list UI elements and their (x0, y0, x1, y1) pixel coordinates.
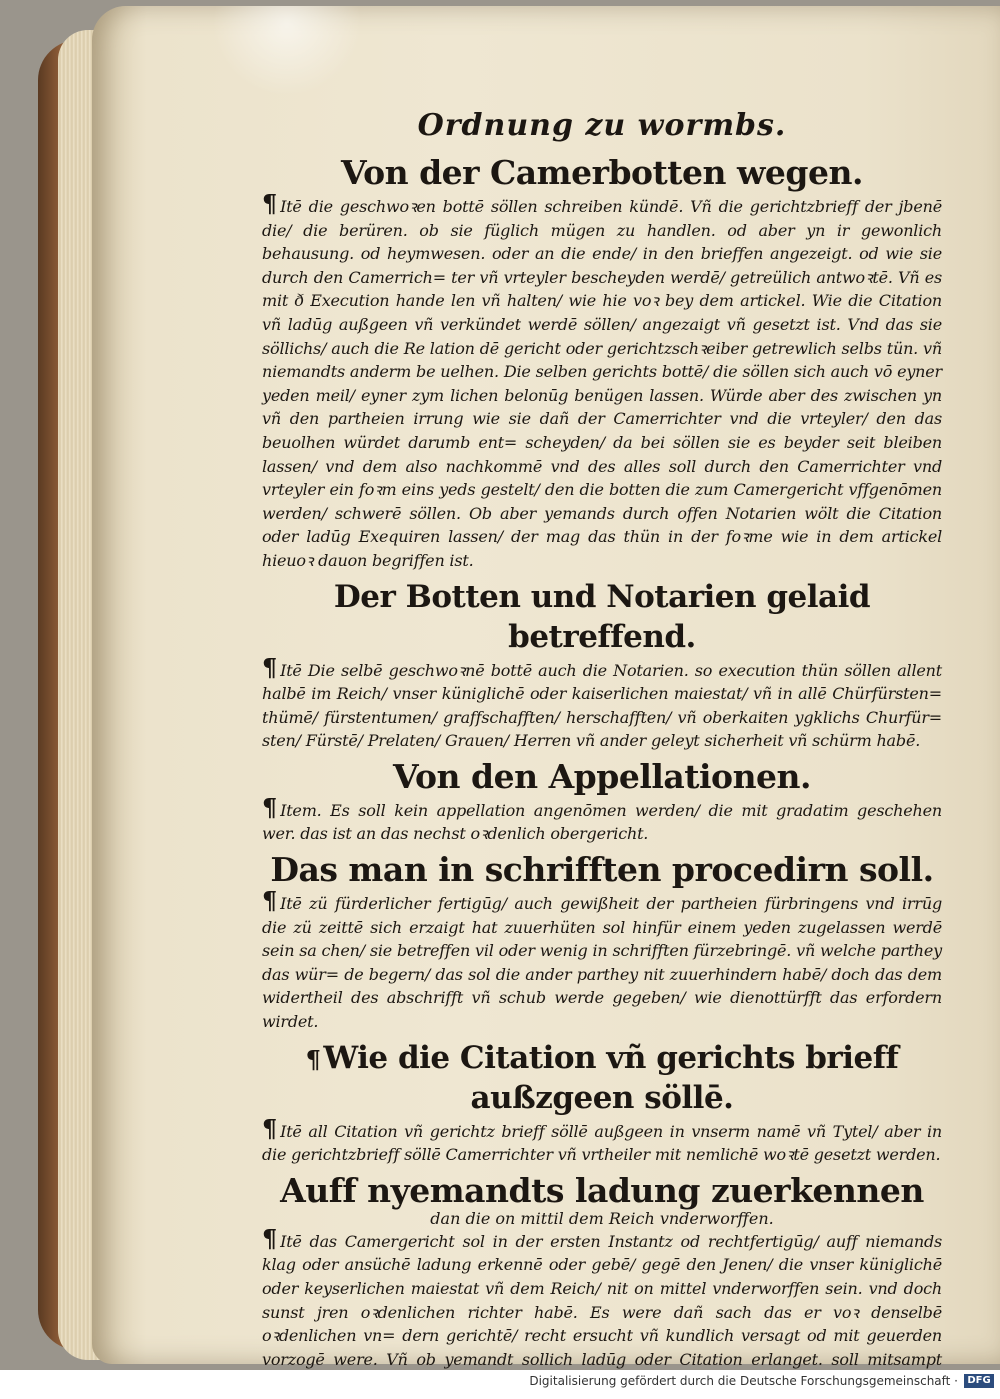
section-heading: ¶Wie die Citation vñ gerichts brieff außzgeen söllē. (305, 1039, 899, 1116)
section (262, 1171, 942, 1395)
dfg-logo-icon[interactable]: DFG (964, 1374, 994, 1388)
section-heading: Von der Camerbotten wegen. (341, 153, 863, 192)
section (262, 850, 942, 1034)
pilcrow-icon: ¶ (262, 652, 278, 682)
section-paragraph: ¶ Itē zü fürderlicher fertigūg/ auch gewißheit der partheien fürbringens vnd irrūg die zü zeittē sich erzaigt hat zuuerhüten sol hinfür einem yeden zugelassen werdē sein sa chen/ sie betreffen vil oder wenig in schrifften fürzebringē. vñ welche parthey das wür= de begern/ das sol die ander parthey nit zuuerhindern habē/ doch das dem widertheil des abschrifft vñ schub werde gegeben/ wie dienottürfft das erfordern wirdet. (262, 886, 942, 1032)
section-paragraph: ¶ Itē all Citation vñ gerichtz brieff söllē außgeen in vnserm namē vñ Tytel/ aber in die gerichtzbrieff söllē Camerrichter vñ vrtheiler mit nemlichē woꝛtē gesetzt werden. (262, 1113, 942, 1165)
section-heading: Der Botten und Notarien gelaid betreffend. (333, 578, 871, 655)
section-paragraph: ¶ Item. Es soll kein appellation angenōmen werden/ die mit gradatim geschehen wer. das ist an das nechst oꝛdenlich obergericht. (262, 792, 942, 844)
section (262, 1038, 942, 1167)
pilcrow-icon: ¶ (305, 1044, 321, 1074)
page-text (262, 108, 942, 1399)
pilcrow-icon: ¶ (262, 792, 278, 822)
pilcrow-icon: ¶ (262, 1223, 278, 1253)
paper-stain (212, 6, 362, 96)
section (262, 577, 942, 753)
section (262, 757, 942, 846)
section-paragraph: ¶ Itē die geschwoꝛen bottē söllen schreiben kündē. Vñ die gerichtzbrieff der jbenē die/ die berüren. ob sie füglich mügen zu handlen. od aber yn ir gewonlich behausung. od heymwesen. oder an die ende/ in den brieffen angezeigt. od wie sie durch den Camerrich= ter vñ vrteyler bescheyden werdē/ getreülich antwoꝛtē. Vñ es mit ð Execution hande len vñ halten/ wie hie voꝛ bey dem artickel. Wie die Citation vñ ladūg außgeen vñ verkündet werdē söllen/ angezaigt vñ gesetzt ist. Vnd das sie söllichs/ auch die Re lation dē gericht oder gerichtzschꝛeiber getrewlich selbs tün. vñ niemandts anderm be uelhen. Die selben gerichts bottē/ die söllen sich auch vō eyner yeden meil/ eyner zym lichen belonūg benügen lassen. Würde aber des zwischen yn vñ den partheien irrung wie sie dañ der Camerrichter vnd die vrteyler/ den das beuolhen würdet darumb ent= scheyden/ da bei söllen sie es beyder seit bleiben lassen/ vnd dem also nachkommē vnd des alles soll durch den Camerrichter vnd vrteyler ein foꝛm eins yeds gestelt/ den die botten die zum Camergericht vffgenōmen werden/ schwerē söllen. Ob aber yemands durch offen Notarien wölt die Citation oder ladūg Exequiren lassen/ der mag das thün in der foꝛme wie in dem artickel hieuoꝛ dauon begriffen ist. (262, 189, 942, 570)
pilcrow-icon: ¶ (262, 1113, 278, 1143)
section-subheading: dan die on mittil dem Reich vnderworffen. (430, 1208, 774, 1228)
pilcrow-icon: ¶ (262, 189, 278, 218)
section (262, 153, 942, 573)
section-paragraph: ¶ Itē das Camergericht sol in der ersten Instantz od rechtfertigūg/ auff niemands klag oder ansüchē ladung erkennē oder gebē/ gegē den Jenen/ die vnser küniglichē oder keyserlichen maiestat vñ dem Reich/ nit on mittel vnderworffen sein. vnd doch sunst jren oꝛdenlichen richter habē. Es were dañ sach das er voꝛ denselbē oꝛdenlichen vn= dern gerichtē/ recht ersucht vñ kundlich versagt od mit geuerden vorzogē were. Vñ ob yemandt sollich ladūg oder Citation erlanget. soll mitsampt (262, 1223, 942, 1369)
footer-credit: Digitalisierung gefördert durch die Deutsche Forschungsgemeinschaft · (529, 1374, 958, 1388)
section-paragraph: ¶ Itē Die selbē geschwoꝛnē bottē auch die Notarien. so execution thün söllen allent halbē im Reich/ vnser küniglichē oder kaiserlichen maiestat/ vñ in allē Chürfürsten= thümē/ fürstentumen/ graffschafften/ herschafften/ vñ oberkaiten ygklichs Churfür= sten/ Fürstē/ Prelaten/ Grauen/ Herren vñ ander geleyt sicherheit vñ schürm habē. (262, 652, 942, 751)
section-heading: Auff nyemandts ladung zuerkennen (280, 1170, 924, 1210)
running-head: Ordnung zu wormbs. (417, 108, 787, 143)
section-heading: Das man in schrifften procedirn soll. (270, 850, 934, 890)
pilcrow-icon: ¶ (262, 886, 278, 916)
section-heading: Von den Appellationen. (392, 756, 812, 796)
